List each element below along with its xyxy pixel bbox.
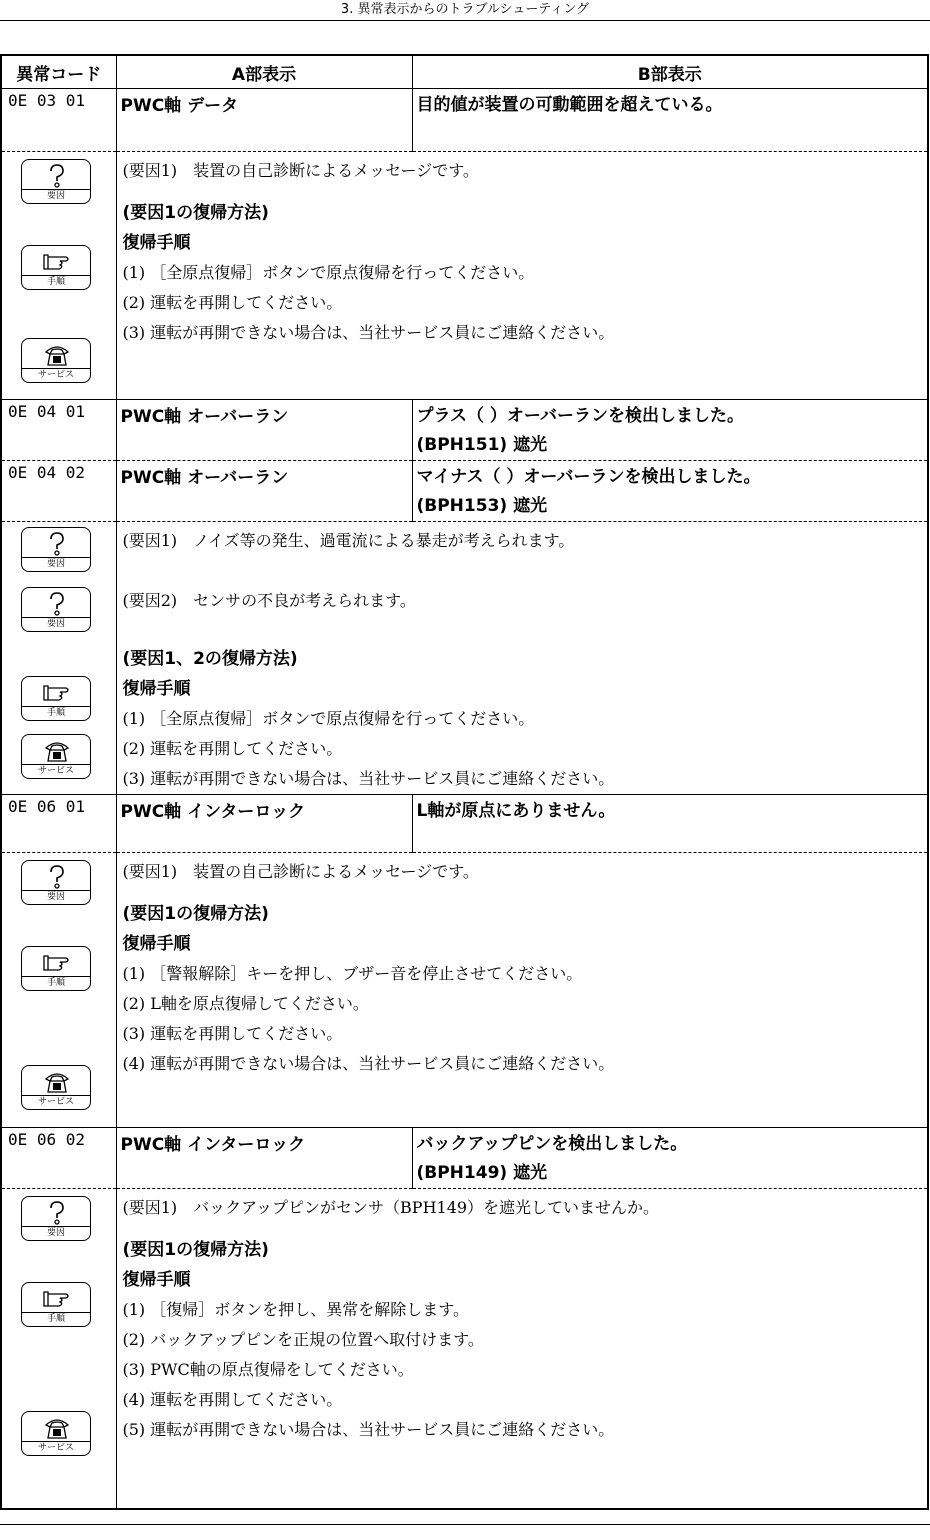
- cause-line: (要因1) 装置の自己診断によるメッセージです。: [122, 862, 479, 881]
- b-display: 目的値が装置の可動範囲を超えている。: [412, 89, 928, 152]
- procedure-title: 復帰手順: [122, 934, 191, 954]
- remedy-text: [116, 152, 928, 400]
- recovery-title: (要因1の復帰方法): [122, 904, 269, 924]
- page-header: [0, 0, 930, 21]
- header-b: B部表示: [412, 55, 928, 89]
- step: (1) ［復帰］ボタンを押し、異常を解除します。: [122, 1300, 469, 1319]
- error-code: 0E 06 01: [1, 795, 116, 853]
- icon-column: [1, 522, 116, 795]
- recovery-title: (要因1の復帰方法): [122, 1240, 269, 1260]
- service-icon: サービス: [21, 1411, 91, 1456]
- b-display: L軸が原点にありません。: [412, 795, 928, 853]
- icon-column: [1, 1189, 116, 1509]
- b-display: バックアップピンを検出しました。 (BPH149) 遮光: [412, 1128, 928, 1189]
- cause-icon: 要因: [21, 1196, 91, 1241]
- step: (3) PWC軸の原点復帰をしてください。: [122, 1360, 414, 1379]
- cause-line: (要因1) バックアップピンがセンサ（BPH149）を遮光していませんか。: [122, 1198, 660, 1217]
- header-code: 異常コード: [1, 55, 116, 89]
- cause-icon: 要因: [21, 527, 91, 572]
- step: (3) 運転が再開できない場合は、当社サービス員にご連絡ください。: [122, 323, 615, 342]
- table-row: [1, 89, 928, 152]
- remedy-block: [1, 1189, 928, 1509]
- procedure-title: 復帰手順: [122, 233, 191, 253]
- a-display: PWC軸 オーバーラン: [116, 400, 412, 461]
- step: (2) 運転を再開してください。: [122, 293, 343, 312]
- cause-icon: 要因: [21, 159, 91, 204]
- error-code: 0E 04 02: [1, 461, 116, 522]
- step: (2) 運転を再開してください。: [122, 739, 343, 758]
- error-code: 0E 03 01: [1, 89, 116, 152]
- header-a: A部表示: [116, 55, 412, 89]
- step: (3) 運転を再開してください。: [122, 1024, 343, 1043]
- step: (1) ［全原点復帰］ボタンで原点復帰を行ってください。: [122, 263, 535, 282]
- cause-line: (要因1) ノイズ等の発生、過電流による暴走が考えられます。: [122, 531, 575, 550]
- service-icon: サービス: [21, 1065, 91, 1110]
- cause-icon: 要因: [21, 587, 91, 632]
- step: (1) ［全原点復帰］ボタンで原点復帰を行ってください。: [122, 709, 535, 728]
- a-display: PWC軸 オーバーラン: [116, 461, 412, 522]
- step: (4) 運転を再開してください。: [122, 1390, 343, 1409]
- table-row: [1, 1128, 928, 1189]
- procedure-title: 復帰手順: [122, 1270, 191, 1290]
- icon-column: [1, 853, 116, 1128]
- remedy-text: [116, 853, 928, 1128]
- step: (3) 運転が再開できない場合は、当社サービス員にご連絡ください。: [122, 769, 615, 788]
- step: (1) ［警報解除］キーを押し、ブザー音を停止させてください。: [122, 964, 583, 983]
- step: (2) L軸を原点復帰してください。: [122, 994, 369, 1013]
- page-footer-rule: [0, 1524, 930, 1525]
- step: (4) 運転が再開できない場合は、当社サービス員にご連絡ください。: [122, 1054, 615, 1073]
- remedy-text: [116, 522, 928, 795]
- recovery-title: (要因1、2の復帰方法): [122, 649, 298, 669]
- page-header-title: 3. 異常表示からのトラブルシューティング: [340, 2, 590, 17]
- table-row: [1, 400, 928, 461]
- a-display: PWC軸 データ: [116, 89, 412, 152]
- procedure-icon: 手順: [21, 946, 91, 991]
- step: (5) 運転が再開できない場合は、当社サービス員にご連絡ください。: [122, 1420, 615, 1439]
- remedy-block: [1, 522, 928, 795]
- error-code: 0E 04 01: [1, 400, 116, 461]
- error-code-table: [0, 54, 929, 1510]
- cause-line: (要因2) センサの不良が考えられます。: [122, 591, 416, 610]
- procedure-title: 復帰手順: [122, 679, 191, 699]
- remedy-block: [1, 853, 928, 1128]
- procedure-icon: 手順: [21, 1282, 91, 1327]
- b-display: プラス（ ）オーバーランを検出しました。 (BPH151) 遮光: [412, 400, 928, 461]
- icon-column: [1, 152, 116, 400]
- error-code: 0E 06 02: [1, 1128, 116, 1189]
- table-header-row: [1, 55, 928, 89]
- procedure-icon: 手順: [21, 676, 91, 721]
- a-display: PWC軸 インターロック: [116, 795, 412, 853]
- b-display: マイナス（ ）オーバーランを検出しました。 (BPH153) 遮光: [412, 461, 928, 522]
- recovery-title: (要因1の復帰方法): [122, 203, 269, 223]
- step: (2) バックアップピンを正規の位置へ取付けます。: [122, 1330, 484, 1349]
- service-icon: サービス: [21, 734, 91, 779]
- table-row: [1, 795, 928, 853]
- remedy-block: [1, 152, 928, 400]
- remedy-text: [116, 1189, 928, 1509]
- procedure-icon: 手順: [21, 245, 91, 290]
- table-row: [1, 461, 928, 522]
- cause-line: (要因1) 装置の自己診断によるメッセージです。: [122, 161, 479, 180]
- cause-icon: 要因: [21, 860, 91, 905]
- service-icon: サービス: [21, 338, 91, 383]
- a-display: PWC軸 インターロック: [116, 1128, 412, 1189]
